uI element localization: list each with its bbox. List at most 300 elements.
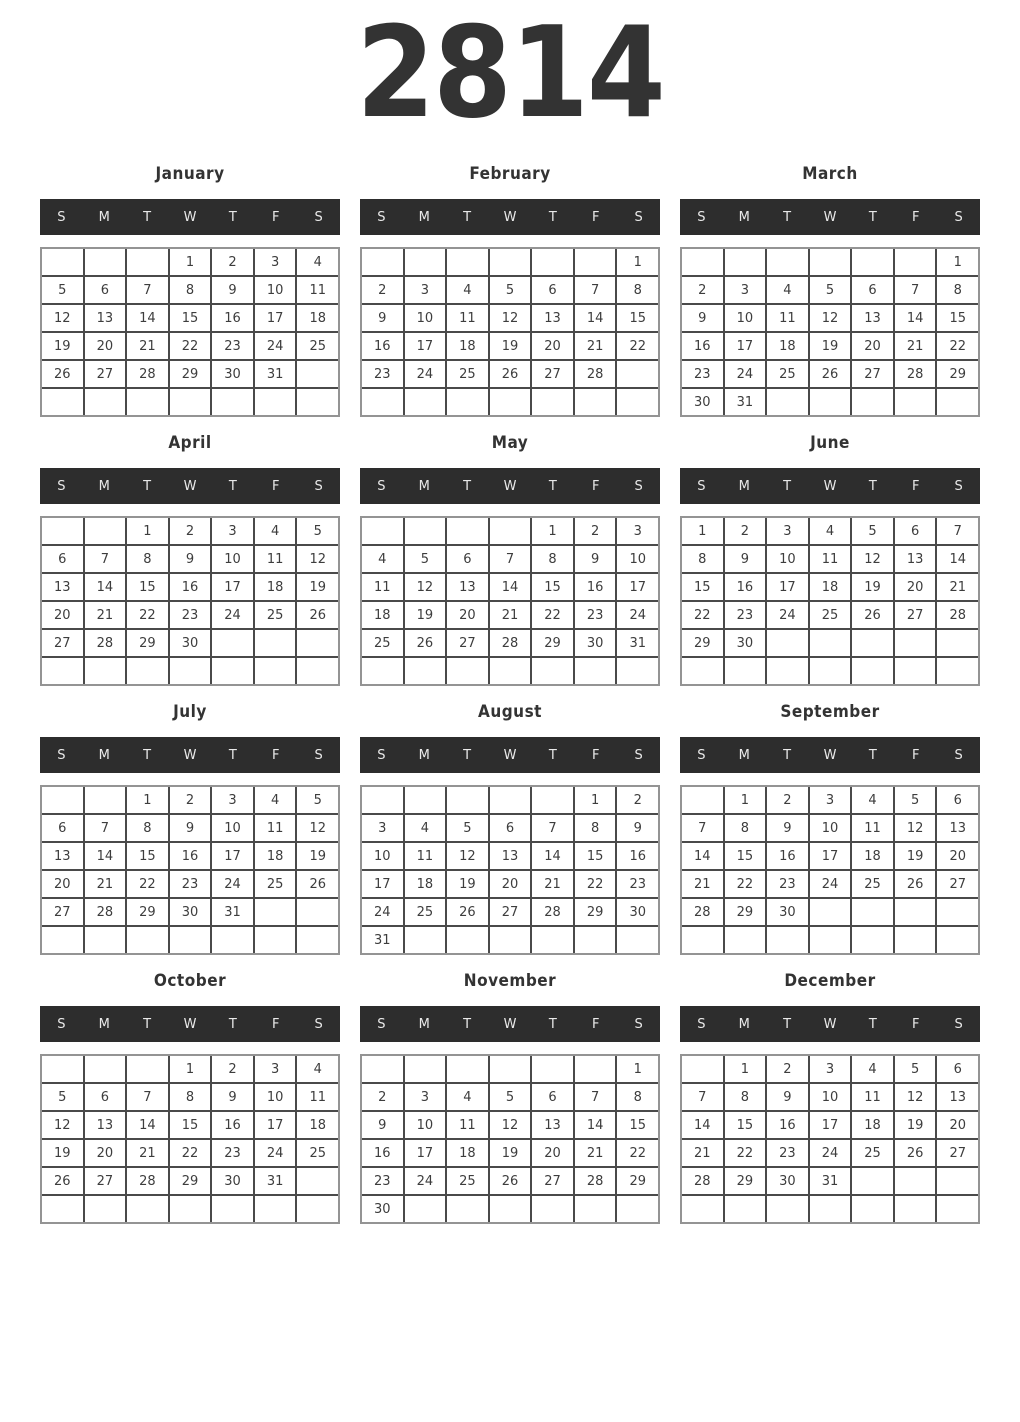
day-cell: 1 [127, 518, 168, 544]
empty-day-cell [575, 1196, 616, 1222]
day-cell: 20 [490, 871, 531, 897]
day-cell: 13 [85, 305, 126, 331]
day-cell: 21 [127, 333, 168, 359]
month-november [360, 971, 660, 1224]
day-cell: 28 [575, 361, 616, 387]
day-cell: 18 [297, 1112, 338, 1138]
empty-day-cell [297, 1168, 338, 1194]
day-cell: 14 [127, 305, 168, 331]
day-cell: 10 [617, 546, 658, 572]
empty-day-cell [362, 658, 403, 684]
day-cell: 27 [895, 602, 936, 628]
day-cell: 10 [212, 815, 253, 841]
day-cell: 21 [682, 871, 723, 897]
day-cell: 8 [725, 815, 766, 841]
day-cell: 28 [85, 630, 126, 656]
day-cell: 24 [255, 1140, 296, 1166]
day-cell: 8 [127, 815, 168, 841]
month-days-grid [360, 785, 660, 955]
weekday-label: T [783, 747, 792, 763]
day-cell: 29 [575, 899, 616, 925]
day-cell: 6 [85, 277, 126, 303]
day-cell: 18 [405, 871, 446, 897]
empty-day-cell [725, 249, 766, 275]
empty-day-cell [297, 389, 338, 415]
weekday-header [40, 468, 340, 504]
day-cell: 7 [532, 815, 573, 841]
day-cell: 31 [255, 361, 296, 387]
day-cell: 9 [617, 815, 658, 841]
day-cell: 7 [127, 277, 168, 303]
day-cell: 15 [127, 843, 168, 869]
empty-day-cell [405, 927, 446, 953]
day-cell: 19 [297, 843, 338, 869]
day-cell: 26 [810, 361, 851, 387]
day-cell: 26 [895, 1140, 936, 1166]
day-cell: 5 [405, 546, 446, 572]
empty-day-cell [852, 1196, 893, 1222]
weekday-header [360, 468, 660, 504]
day-cell: 13 [532, 1112, 573, 1138]
month-title: March [802, 164, 858, 184]
day-cell: 1 [127, 787, 168, 813]
day-cell: 5 [895, 787, 936, 813]
empty-day-cell [490, 658, 531, 684]
month-title: November [463, 971, 557, 991]
empty-day-cell [297, 658, 338, 684]
empty-day-cell [447, 658, 488, 684]
weekday-header [360, 1006, 660, 1042]
day-cell: 17 [405, 1140, 446, 1166]
empty-day-cell [212, 927, 253, 953]
empty-day-cell [362, 787, 403, 813]
day-cell: 28 [575, 1168, 616, 1194]
empty-day-cell [170, 389, 211, 415]
day-cell: 20 [937, 1112, 978, 1138]
day-cell: 4 [852, 787, 893, 813]
day-cell: 7 [85, 546, 126, 572]
weekday-header [680, 737, 980, 773]
day-cell: 25 [852, 871, 893, 897]
day-cell: 13 [532, 305, 573, 331]
empty-day-cell [42, 927, 83, 953]
day-cell: 30 [170, 630, 211, 656]
day-cell: 3 [255, 1056, 296, 1082]
day-cell: 8 [170, 277, 211, 303]
day-cell: 12 [852, 546, 893, 572]
day-cell: 19 [490, 333, 531, 359]
day-cell: 10 [255, 277, 296, 303]
day-cell: 28 [490, 630, 531, 656]
month-days-grid [680, 516, 980, 686]
day-cell: 8 [170, 1084, 211, 1110]
empty-day-cell [852, 630, 893, 656]
day-cell: 22 [682, 602, 723, 628]
empty-day-cell [297, 361, 338, 387]
day-cell: 8 [127, 546, 168, 572]
day-cell: 13 [937, 815, 978, 841]
day-cell: 2 [362, 277, 403, 303]
day-cell: 11 [852, 1084, 893, 1110]
year-title: 2814 [356, 0, 664, 146]
day-cell: 8 [725, 1084, 766, 1110]
weekday-label: W [183, 478, 197, 494]
empty-day-cell [127, 1196, 168, 1222]
day-cell: 19 [810, 333, 851, 359]
weekday-label: F [271, 478, 280, 494]
day-cell: 11 [447, 1112, 488, 1138]
day-cell: 20 [852, 333, 893, 359]
empty-day-cell [532, 658, 573, 684]
empty-day-cell [532, 787, 573, 813]
day-cell: 23 [575, 602, 616, 628]
weekday-label: S [314, 478, 323, 494]
empty-day-cell [85, 1196, 126, 1222]
day-cell: 19 [895, 1112, 936, 1138]
day-cell: 2 [212, 249, 253, 275]
weekday-label: M [98, 209, 110, 225]
day-cell: 12 [810, 305, 851, 331]
weekday-label: M [418, 747, 430, 763]
day-cell: 28 [682, 1168, 723, 1194]
weekday-label: F [271, 209, 280, 225]
weekday-label: M [738, 747, 750, 763]
day-cell: 28 [127, 361, 168, 387]
day-cell: 18 [767, 333, 808, 359]
weekday-header [680, 199, 980, 235]
weekday-label: S [314, 209, 323, 225]
day-cell: 16 [575, 574, 616, 600]
day-cell: 14 [85, 843, 126, 869]
empty-day-cell [42, 1196, 83, 1222]
empty-day-cell [852, 927, 893, 953]
day-cell: 22 [170, 1140, 211, 1166]
weekday-label: T [548, 209, 557, 225]
month-september [680, 702, 980, 955]
empty-day-cell [617, 1196, 658, 1222]
day-cell: 17 [810, 1112, 851, 1138]
day-cell: 23 [617, 871, 658, 897]
weekday-header [40, 1006, 340, 1042]
day-cell: 11 [405, 843, 446, 869]
month-march [680, 164, 980, 417]
day-cell: 26 [42, 1168, 83, 1194]
day-cell: 18 [297, 305, 338, 331]
day-cell: 17 [212, 574, 253, 600]
weekday-label: S [954, 1016, 963, 1032]
empty-day-cell [767, 927, 808, 953]
empty-day-cell [85, 787, 126, 813]
day-cell: 8 [617, 277, 658, 303]
empty-day-cell [810, 630, 851, 656]
weekday-label: W [183, 1016, 197, 1032]
day-cell: 15 [127, 574, 168, 600]
day-cell: 28 [937, 602, 978, 628]
day-cell: 6 [447, 546, 488, 572]
day-cell: 10 [362, 843, 403, 869]
empty-day-cell [937, 630, 978, 656]
day-cell: 6 [490, 815, 531, 841]
day-cell: 14 [127, 1112, 168, 1138]
month-days-grid [360, 1054, 660, 1224]
day-cell: 11 [255, 815, 296, 841]
empty-day-cell [725, 927, 766, 953]
day-cell: 1 [617, 249, 658, 275]
weekday-label: M [418, 209, 430, 225]
weekday-label: T [463, 747, 472, 763]
day-cell: 17 [405, 333, 446, 359]
weekday-label: M [418, 478, 430, 494]
weekday-label: W [503, 209, 517, 225]
month-days-grid [680, 1054, 980, 1224]
day-cell: 26 [490, 361, 531, 387]
day-cell: 20 [85, 1140, 126, 1166]
day-cell: 5 [297, 787, 338, 813]
empty-day-cell [362, 249, 403, 275]
day-cell: 6 [42, 546, 83, 572]
day-cell: 21 [682, 1140, 723, 1166]
empty-day-cell [297, 899, 338, 925]
empty-day-cell [617, 927, 658, 953]
weekday-label: M [98, 478, 110, 494]
day-cell: 5 [852, 518, 893, 544]
day-cell: 11 [810, 546, 851, 572]
weekday-label: S [57, 478, 66, 494]
weekday-label: F [911, 209, 920, 225]
day-cell: 12 [405, 574, 446, 600]
day-cell: 18 [447, 333, 488, 359]
weekday-header [360, 199, 660, 235]
empty-day-cell [895, 249, 936, 275]
empty-day-cell [405, 1196, 446, 1222]
weekday-label: T [143, 209, 152, 225]
weekday-label: W [503, 478, 517, 494]
month-december [680, 971, 980, 1224]
day-cell: 15 [170, 305, 211, 331]
day-cell: 10 [810, 1084, 851, 1110]
day-cell: 30 [725, 630, 766, 656]
day-cell: 19 [895, 843, 936, 869]
weekday-header [680, 1006, 980, 1042]
empty-day-cell [852, 899, 893, 925]
empty-day-cell [255, 630, 296, 656]
day-cell: 18 [447, 1140, 488, 1166]
day-cell: 16 [725, 574, 766, 600]
day-cell: 14 [532, 843, 573, 869]
day-cell: 4 [297, 1056, 338, 1082]
day-cell: 14 [490, 574, 531, 600]
month-days-grid [680, 785, 980, 955]
day-cell: 1 [725, 787, 766, 813]
day-cell: 12 [297, 815, 338, 841]
day-cell: 29 [127, 899, 168, 925]
day-cell: 4 [405, 815, 446, 841]
day-cell: 11 [767, 305, 808, 331]
day-cell: 12 [42, 1112, 83, 1138]
day-cell: 28 [85, 899, 126, 925]
empty-day-cell [937, 389, 978, 415]
empty-day-cell [42, 658, 83, 684]
day-cell: 7 [682, 815, 723, 841]
weekday-label: T [868, 209, 877, 225]
day-cell: 14 [895, 305, 936, 331]
day-cell: 7 [575, 1084, 616, 1110]
day-cell: 20 [937, 843, 978, 869]
day-cell: 2 [170, 787, 211, 813]
weekday-label: F [271, 1016, 280, 1032]
empty-day-cell [810, 249, 851, 275]
day-cell: 24 [212, 602, 253, 628]
empty-day-cell [682, 1196, 723, 1222]
empty-day-cell [447, 1056, 488, 1082]
weekday-label: T [228, 209, 237, 225]
day-cell: 13 [447, 574, 488, 600]
month-days-grid [40, 516, 340, 686]
day-cell: 3 [405, 1084, 446, 1110]
day-cell: 10 [255, 1084, 296, 1110]
day-cell: 1 [725, 1056, 766, 1082]
day-cell: 29 [682, 630, 723, 656]
day-cell: 3 [212, 518, 253, 544]
month-february [360, 164, 660, 417]
empty-day-cell [170, 1196, 211, 1222]
day-cell: 16 [767, 1112, 808, 1138]
month-august [360, 702, 660, 955]
day-cell: 12 [895, 1084, 936, 1110]
day-cell: 2 [362, 1084, 403, 1110]
weekday-label: T [143, 1016, 152, 1032]
day-cell: 22 [127, 871, 168, 897]
weekday-label: S [377, 209, 386, 225]
empty-day-cell [895, 630, 936, 656]
weekday-label: S [314, 747, 323, 763]
day-cell: 26 [490, 1168, 531, 1194]
day-cell: 3 [405, 277, 446, 303]
weekday-label: S [314, 1016, 323, 1032]
day-cell: 22 [532, 602, 573, 628]
day-cell: 12 [490, 1112, 531, 1138]
day-cell: 25 [255, 602, 296, 628]
weekday-label: W [503, 747, 517, 763]
empty-day-cell [937, 899, 978, 925]
day-cell: 28 [895, 361, 936, 387]
day-cell: 5 [490, 1084, 531, 1110]
day-cell: 7 [575, 277, 616, 303]
day-cell: 13 [895, 546, 936, 572]
day-cell: 6 [532, 1084, 573, 1110]
day-cell: 24 [255, 333, 296, 359]
day-cell: 24 [212, 871, 253, 897]
day-cell: 11 [297, 1084, 338, 1110]
weekday-label: F [591, 209, 600, 225]
day-cell: 6 [85, 1084, 126, 1110]
day-cell: 23 [767, 1140, 808, 1166]
day-cell: 6 [895, 518, 936, 544]
empty-day-cell [490, 927, 531, 953]
empty-day-cell [127, 389, 168, 415]
day-cell: 27 [42, 630, 83, 656]
day-cell: 29 [127, 630, 168, 656]
day-cell: 19 [490, 1140, 531, 1166]
day-cell: 4 [297, 249, 338, 275]
empty-day-cell [682, 927, 723, 953]
day-cell: 16 [362, 1140, 403, 1166]
day-cell: 9 [170, 546, 211, 572]
day-cell: 7 [127, 1084, 168, 1110]
day-cell: 22 [725, 871, 766, 897]
weekday-label: S [954, 478, 963, 494]
day-cell: 22 [617, 1140, 658, 1166]
empty-day-cell [617, 361, 658, 387]
day-cell: 22 [937, 333, 978, 359]
day-cell: 16 [362, 333, 403, 359]
weekday-label: S [634, 1016, 643, 1032]
day-cell: 4 [810, 518, 851, 544]
day-cell: 11 [447, 305, 488, 331]
month-may [360, 433, 660, 686]
day-cell: 22 [170, 333, 211, 359]
weekday-label: F [271, 747, 280, 763]
empty-day-cell [362, 389, 403, 415]
empty-day-cell [852, 389, 893, 415]
empty-day-cell [42, 787, 83, 813]
month-title: August [478, 702, 542, 722]
empty-day-cell [490, 389, 531, 415]
day-cell: 27 [532, 1168, 573, 1194]
day-cell: 19 [297, 574, 338, 600]
empty-day-cell [937, 658, 978, 684]
day-cell: 25 [852, 1140, 893, 1166]
empty-day-cell [85, 658, 126, 684]
day-cell: 18 [362, 602, 403, 628]
day-cell: 29 [725, 1168, 766, 1194]
day-cell: 20 [532, 333, 573, 359]
day-cell: 3 [255, 249, 296, 275]
empty-day-cell [42, 249, 83, 275]
weekday-label: M [738, 209, 750, 225]
empty-day-cell [575, 658, 616, 684]
weekday-label: F [591, 478, 600, 494]
day-cell: 20 [532, 1140, 573, 1166]
day-cell: 1 [170, 249, 211, 275]
day-cell: 27 [85, 1168, 126, 1194]
weekday-label: S [634, 478, 643, 494]
empty-day-cell [767, 389, 808, 415]
empty-day-cell [810, 658, 851, 684]
month-title: February [469, 164, 551, 184]
day-cell: 3 [725, 277, 766, 303]
day-cell: 12 [297, 546, 338, 572]
empty-day-cell [895, 658, 936, 684]
day-cell: 1 [937, 249, 978, 275]
day-cell: 31 [212, 899, 253, 925]
day-cell: 29 [617, 1168, 658, 1194]
weekday-label: T [548, 478, 557, 494]
month-title: April [168, 433, 212, 453]
month-days-grid [40, 785, 340, 955]
day-cell: 20 [85, 333, 126, 359]
day-cell: 15 [937, 305, 978, 331]
day-cell: 24 [810, 871, 851, 897]
day-cell: 27 [490, 899, 531, 925]
day-cell: 24 [405, 361, 446, 387]
day-cell: 6 [532, 277, 573, 303]
day-cell: 25 [362, 630, 403, 656]
empty-day-cell [85, 249, 126, 275]
empty-day-cell [725, 1196, 766, 1222]
empty-day-cell [532, 927, 573, 953]
day-cell: 14 [937, 546, 978, 572]
